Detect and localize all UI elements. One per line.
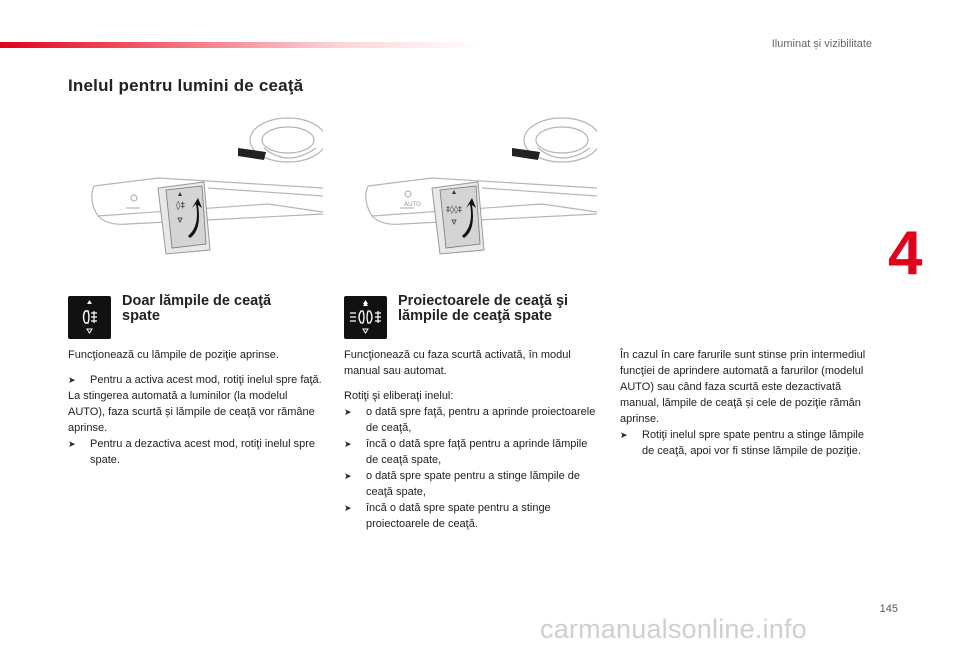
right-panel-text [620,347,870,459]
left-bullet-activate: ➤ Pentru a activa acest mod, rotiţi inelul spre faţă. [68,374,322,386]
middle-bullet: ➤ încă o dată spre spate pentru a stinge proiectoarele de ceaţă. [344,502,551,530]
middle-lead: Rotiţi şi eliberaţi inelul: [344,390,454,402]
left-panel-text [68,347,323,468]
right-paragraph: În cazul în care farurile sunt stinse prin intermediul funcţiei de aprindere automată a farurilor (modelul AUTO) sau când faza scurtă este dezactivată manual, lămpile de ceaţă și cele de poziţie rămân aprinse. [620,349,866,425]
middle-panel-text [344,347,600,532]
left-intro: Funcţionează cu lămpile de poziţie aprinse. [68,349,279,361]
bullet-icon: ➤ [68,375,76,385]
header-accent-bar [0,42,480,48]
middle-intro: Funcţionează cu faza scurtă activată, în modul manual sau automat. [344,349,571,377]
svg-text:AUTO: AUTO [404,201,421,208]
chapter-number: 4 [888,219,923,288]
bullet-icon: ➤ [344,471,352,481]
bullet-icon: ➤ [344,503,352,513]
right-bullet: ➤ Rotiţi inelul spre spate pentru a stinge lămpile de ceaţă, apoi vor fi stinse lămpile de poziţie. [620,429,864,457]
left-bullet-deactivate: ➤ Pentru a dezactiva acest mod, rotiţi inelul spre spate. [68,438,316,466]
bullet-icon: ➤ [344,407,352,417]
middle-panel-title: Proiectoarele de ceaţă şi lămpile de ceaţă spate [398,293,569,324]
middle-bullet: ➤ o dată spre spate pentru a stinge lămpile de ceaţă spate, [344,470,581,498]
svg-text:‡◊◊‡: ‡◊◊‡ [446,205,462,214]
page-number: 145 [879,603,898,615]
left-stalk-illustration [88,108,323,258]
svg-text:◊‡: ◊‡ [176,201,185,211]
watermark: carmanualsonline.info [540,614,807,644]
front-rear-fog-lamp-icon [344,296,387,339]
left-paragraph: La stingerea automată a luminilor (la modelul AUTO), faza scurtă și lămpile de ceaţă vor rămâne aprinse. [68,390,315,434]
right-stalk-illustration [362,108,597,258]
middle-bullet: ➤ încă o dată spre faţă pentru a aprinde lămpile de ceaţă spate, [344,438,588,466]
middle-bullet: ➤ o dată spre faţă, pentru a aprinde proiectoarele de ceaţă, [344,406,596,434]
section-title: Iluminat și vizibilitate [771,38,872,50]
left-panel-title: Doar lămpile de ceaţă spate [122,293,272,324]
bullet-icon: ➤ [344,439,352,449]
bullet-icon: ➤ [620,430,628,440]
rear-fog-lamp-icon [68,296,111,339]
page-title: Inelul pentru lumini de ceaţă [68,76,304,95]
bullet-icon: ➤ [68,439,76,449]
